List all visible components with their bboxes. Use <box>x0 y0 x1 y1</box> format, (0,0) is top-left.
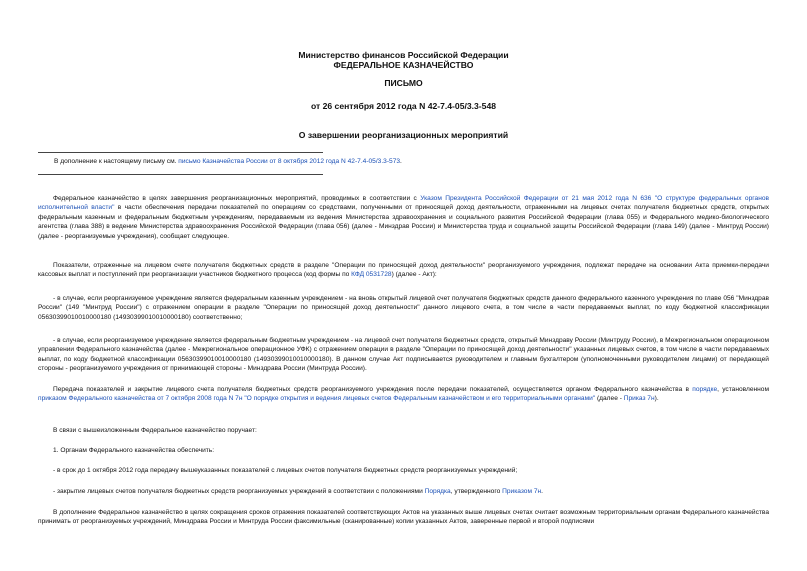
paragraph-6: В связи с вышеизложенным Федеральное казначейство поручает: <box>53 427 257 434</box>
paragraph-8: - в срок до 1 октября 2012 года передачу вышеуказанных показателей с лицевых счетов получателя бюджетных средств реорганизуемых учреждений; <box>53 467 518 474</box>
order-7n-link-2[interactable]: Приказом 7н <box>502 488 542 495</box>
note-bottom-rule <box>38 174 323 175</box>
paragraph-4: - в случае, если реорганизуемое учреждение является федеральным бюджетным учреждением - на лицевой счет получателя бюджетных средств, открытый Минздраву России (Минтруду России), в Межрегиональном операционном управлении Федерального казначейства (далее - Межрегиональное операционное УФК) с отражением операции в разделе "Операции по приносящей доход деятельности" указанных лицевых счетов, в том числе в части передаваемых выплат, по коду бюджетной классификации 05630399010010000180 (14930399010010000180). В данном случае Акт подписывается руководителем и главным бухгалтером (уполномоченными руководителем лицами) от передающей стороны - реорганизуемого учреждения от принимающей стороны - Минздрава России (Минтруда России). <box>38 337 769 373</box>
document-header <box>0 50 807 70</box>
document-date-number: от 26 сентября 2012 года N 42-7.4-05/3.3-548 <box>310 101 497 111</box>
editorial-note <box>54 158 402 165</box>
note-top-rule <box>38 152 323 153</box>
document-title: О завершении реорганизационных мероприятий <box>298 130 509 140</box>
paragraph-2: Показатели, отраженные на лицевом счете получателя бюджетных средств в разделе "Операции по приносящей доход деятельности" реорганизуемого учреждения, подлежат передаче на основании Акта приемки-передачи кассовых выплат и поступлений при реорганизации участников бюджетного процесса (код формы по КФД 0531728) (далее - Акт): <box>38 262 769 279</box>
decree-link[interactable]: Указом Президента Российской Федерации от 21 мая 2012 года N 636 "О структуре федеральных органов исполнительной власти" <box>38 195 770 212</box>
paragraph-3: - в случае, если реорганизуемое учреждение является федеральным казенным учреждением - на вновь открытый лицевой счет получателя бюджетных средств данного федерального казенного учреждения по главе 056 "Минздрав России" (149 "Минтруд России") с отражением операции в разделе "Операции по приносящей доход деятельности" данного лицевого счета, в том числе в части передаваемых выплат, по коду бюджетной классификации 05630399010010000180 (14930399010010000180) соответственно; <box>38 295 769 321</box>
paragraph-10: В дополнение Федеральное казначейство в целях сокращения сроков отражения показателей соответствующих Актов на указанных выше лицевых счетах считает возможным территориальным органам Федерального казначейства принимать от реорганизуемых учреждений, Минздрава России и Минтруда России факсимильные (сканированные) копии указанных Актов, заверенные первой и второй подписями <box>38 509 769 526</box>
order-7n-link[interactable]: приказом Федерального казначейства от 7 октября 2008 года N 7н "О порядке открытия и ведения лицевых счетов Федеральным казначейством и его территориальными органами" <box>38 395 596 403</box>
agency-name: ФЕДЕРАЛЬНОЕ КАЗНАЧЕЙСТВО <box>333 60 474 70</box>
procedure-link[interactable]: порядке <box>692 386 718 393</box>
note-link[interactable]: письмо Казначейства России от 8 октября 2012 года N 42-7.4-05/3.3-573 <box>178 158 401 165</box>
paragraph-5: Передача показателей и закрытие лицевого счета получателя бюджетных средств реорганизуемого учреждения после передачи показателей, осуществляется органом Федерального казначейства в порядке, установленном приказом Федерального казначейства от 7 октября 2008 года N 7н "О порядке открытия и ведения лицевых счетов Федеральным казначейством и его территориальными органами" (далее - Приказ 7н). <box>38 386 769 403</box>
note-end: . <box>400 158 402 165</box>
document-type: ПИСЬМО <box>384 78 423 88</box>
note-text: В дополнение к настоящему письму см. <box>54 158 179 165</box>
paragraph-1: Федеральное казначейство в целях завершения реорганизационных мероприятий, проводимых в соответствии с Указом Президента Российской Федерации от 21 мая 2012 года N 636 "О структуре федеральных органов исполнительной власти" в части обеспечения передачи показателей по операциям со средствами, полученными от приносящей доход деятельности, отраженными на лицевых счетах получателя бюджетных средств, открытых федеральным казенным и федеральным бюджетным учреждениям, передаваемым из ведения Министерства здравоохранения и социального развития Российской Федерации (глава 055) и Федерального медико-биологического агентства (глава 388) в ведение Министерства здравоохранения Российской Федерации (глава 056) (далее - Минздрав России) и Министерства труда и социальной защиты Российской Федерации (глава 149) (далее - Минтруд России) (далее - реорганизуемые учреждения), сообщает следующее. <box>38 195 770 240</box>
procedure-link-2[interactable]: Порядка <box>424 488 451 495</box>
paragraph-7: 1. Органам Федерального казначейства обеспечить: <box>53 447 215 454</box>
paragraph-9: - закрытие лицевых счетов получателя бюджетных средств реорганизуемых учреждений в соответствии с положениями Порядка, утвержденного Приказом 7н. <box>53 488 543 495</box>
kfd-form-link[interactable]: КФД 0531728 <box>351 271 392 279</box>
order-7n-short-link[interactable]: Приказ 7н <box>623 395 655 403</box>
ministry-name: Министерство финансов Российской Федерации <box>298 50 509 60</box>
